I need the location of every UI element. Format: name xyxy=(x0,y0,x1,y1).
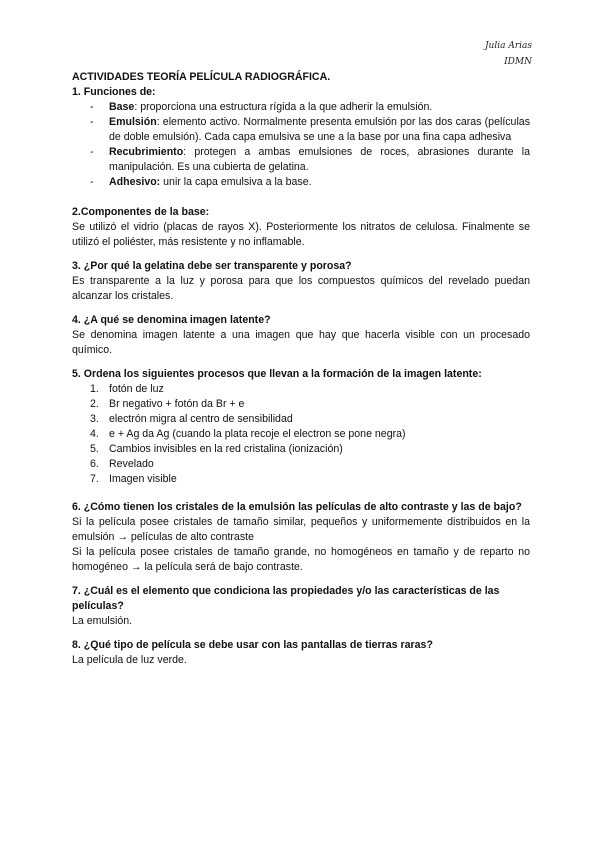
term: Emulsión xyxy=(109,116,157,128)
section-1 xyxy=(72,85,530,190)
section-8 xyxy=(72,638,530,668)
section-heading: 3. ¿Por qué la gelatina debe ser transparente y porosa? xyxy=(72,260,352,272)
definition: : elemento activo. Normalmente presenta emulsión por las dos caras (películas de doble emulsión). Cada capa emulsiva se une a la base por una fina capa adhesiva xyxy=(109,116,530,143)
list-item: 5. Cambios invisibles en la red cristalina (ionización) xyxy=(90,443,343,455)
course-name: IDMN xyxy=(504,57,532,67)
section-heading: 6. ¿Cómo tienen los cristales de la emulsión las películas de alto contraste y las de bajo? xyxy=(72,501,522,513)
document-title: ACTIVIDADES TEORÍA PELÍCULA RADIOGRÁFICA. xyxy=(72,71,331,83)
process-steps xyxy=(72,382,530,487)
definition: unir la capa emulsiva a la base. xyxy=(160,176,312,188)
section-6 xyxy=(72,500,530,575)
section-heading: 4. ¿A qué se denomina imagen latente? xyxy=(72,314,271,326)
list-item: 2. Br negativo + fotón da Br + e xyxy=(90,398,245,410)
list-item: 7. Imagen visible xyxy=(90,473,177,485)
author-name: Julia Arias xyxy=(484,41,532,51)
term: Adhesivo: xyxy=(109,176,161,188)
section-heading: 8. ¿Qué tipo de película se debe usar con las pantallas de tierras raras? xyxy=(72,639,433,651)
definition: : protegen a ambas emulsiones de roces, abrasiones durante la manipulación. Es una cubierta de gelatina. xyxy=(109,146,530,173)
section-heading: 7. ¿Cuál es el elemento que condiciona las propiedades y/o las características de las películas? xyxy=(72,585,500,612)
section-2 xyxy=(72,205,530,250)
author-header xyxy=(485,38,532,70)
section-4 xyxy=(72,313,530,358)
section-5 xyxy=(72,367,530,487)
section-answer: Es transparente a la luz y porosa para que los compuestos químicos del revelado puedan alcanzar los cristales. xyxy=(72,275,530,302)
function-list xyxy=(72,100,530,190)
section-answer: La película de luz verde. xyxy=(72,654,187,666)
section-7 xyxy=(72,584,530,629)
list-item: 6. Revelado xyxy=(90,458,154,470)
section-answer: Se utilizó el vidrio (placas de rayos X). Posteriormente los nitratos de celulosa. Finalmente se utilizó el poliéster, más resistente y no inflamable. xyxy=(72,221,530,248)
section-answer: Si la película posee cristales de tamaño grande, no homogéneos en tamaño y de reparto no homogéneo → la película será de bajo contraste. xyxy=(72,546,530,573)
list-item: 3. electrón migra al centro de sensibilidad xyxy=(90,413,293,425)
list-item: 4. e + Ag da Ag (cuando la plata recoje el electron se pone negra) xyxy=(90,428,406,440)
section-heading: 2.Componentes de la base: xyxy=(72,206,210,218)
list-item: - Base: proporciona una estructura rígida a la que adherir la emulsión. xyxy=(90,101,433,113)
section-answer: Se denomina imagen latente a una imagen que hay que hacerla visible con un procesado químico. xyxy=(72,329,530,356)
section-heading: 1. Funciones de: xyxy=(72,86,156,98)
list-item: 1. fotón de luz xyxy=(90,383,164,395)
term: Base xyxy=(109,101,135,113)
section-3 xyxy=(72,259,530,304)
definition: : proporciona una estructura rígida a la que adherir la emulsión. xyxy=(134,101,433,113)
section-heading: 5. Ordena los siguientes procesos que llevan a la formación de la imagen latente: xyxy=(72,368,482,380)
document-body xyxy=(72,70,530,677)
list-item: - Adhesivo: unir la capa emulsiva a la base. xyxy=(90,176,312,188)
term: Recubrimiento xyxy=(109,146,184,158)
section-answer: La emulsión. xyxy=(72,615,133,627)
list-item: - Emulsión: elemento activo. Normalmente presenta emulsión por las dos caras (películas de doble emulsión). Cada capa emulsiva se une a la base por una fina capa adhesiva xyxy=(90,116,530,143)
section-answer: Si la película posee cristales de tamaño similar, pequeños y uniformemente distribuidos en la emulsión → películas de alto contraste xyxy=(72,516,530,543)
list-item: - Recubrimiento: protegen a ambas emulsiones de roces, abrasiones durante la manipulación. Es una cubierta de gelatina. xyxy=(90,146,530,173)
